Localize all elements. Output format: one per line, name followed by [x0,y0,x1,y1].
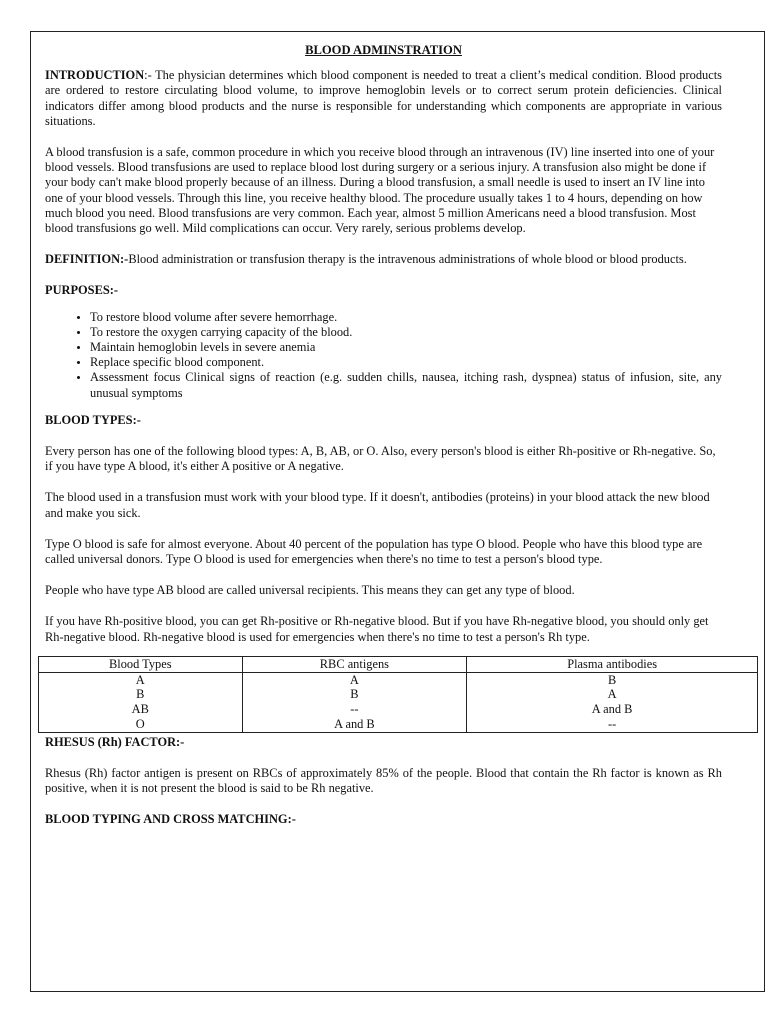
table-cell: A [467,687,758,702]
definition-paragraph [45,252,722,267]
blood-types-heading: BLOOD TYPES:- [45,412,141,427]
definition-heading: DEFINITION:- [45,252,129,267]
table-cell: B [467,672,758,687]
table-header-cell: Blood Types [39,656,243,672]
blood-types-paragraph: The blood used in a transfusion must work with your blood type. If it doesn't, antibodies (proteins) in your blood attack the new blood and make you sick. [45,490,710,520]
table-cell: A [39,672,243,687]
table-cell: A [242,672,467,687]
list-item: • Replace specific blood component. [90,355,722,370]
table-header-cell: RBC antigens [242,656,467,672]
table-cell: A and B [242,717,467,732]
table-cell: -- [467,717,758,732]
table-cell: AB [39,702,243,717]
transfusion-paragraph: A blood transfusion is a safe, common procedure in which you receive blood through an intravenous (IV) line inserted into one of your blood vessels. Blood transfusions are used to replace blood lost during surgery or a serious injury. A transfusion also might be done if your body can't make blood properly because of an illness. During a blood transfusion, a small needle is used to insert an IV line into one of your blood vessels. Through this line, you receive healthy blood. The procedure usually takes 1 to 4 hours, depending on how much blood you need. Blood transfusions are very common. Each year, almost 5 million Americans need a blood transfusion. Most blood transfusions go well. Mild complications can occur. Very rarely, serious problems develop. [45,145,715,236]
purposes-list [45,310,722,401]
blood-types-paragraph: People who have type AB blood are called universal recipients. This means they can get any type of blood. [45,583,575,598]
table-cell: B [39,687,243,702]
table-header-cell: Plasma antibodies [467,656,758,672]
table-cell: -- [242,702,467,717]
blood-types-paragraph: Every person has one of the following blood types: A, B, AB, or O. Also, every person's blood is either Rh-positive or Rh-negative. So, if you have type A blood, it's either A positive or A negative. [45,444,716,474]
list-item: • To restore the oxygen carrying capacity of the blood. [90,325,722,340]
rh-factor-heading: RHESUS (Rh) FACTOR:- [45,734,185,749]
table-row [39,717,758,732]
purposes-heading: PURPOSES:- [45,283,118,298]
document-title: BLOOD ADMINSTRATION [305,43,462,57]
blood-types-paragraph: If you have Rh-positive blood, you can get Rh-positive or Rh-negative blood. But if you have Rh-negative blood, you should only get Rh-negative blood. Rh-negative blood is used for emergencies when there's no time to test a person's Rh type. [45,614,709,644]
blood-types-paragraph: Type O blood is safe for almost everyone. About 40 percent of the population has type O blood. People who have this blood type are called universal donors. Type O blood is used for emergencies when there's no time to test a person's blood type. [45,536,703,567]
table-row [39,672,758,687]
table-row [39,702,758,717]
introduction-paragraph [45,68,722,129]
list-item: • To restore blood volume after severe hemorrhage. [90,310,722,325]
table-cell: A and B [467,702,758,717]
rh-factor-paragraph: Rhesus (Rh) factor antigen is present on RBCs of approximately 85% of the people. Blood that contain the Rh factor is known as Rh positive, when it is not present the blood is said to be Rh negative. [45,766,722,796]
table-header-row [39,656,758,672]
introduction-heading: INTRODUCTION [45,68,145,83]
document-body [45,43,722,828]
definition-text: Blood administration or transfusion therapy is the intravenous administrations of whole blood or blood products. [128,252,687,267]
list-item: • Maintain hemoglobin levels in severe anemia [90,340,722,355]
list-item: • Assessment focus Clinical signs of reaction (e.g. sudden chills, nausea, itching rash, dyspnea) status of infusion, site, any unusual symptoms [90,370,722,400]
introduction-text: :- The physician determines which blood component is needed to treat a client’s medical condition. Blood products are ordered to restore circulating blood volume, to improve hemoglobin levels or to correct serum protein deficiencies. Clinical indicators differ among blood products and the nurse is responsible for understanding which components are appropriate in various situations. [45,68,722,128]
table-cell: O [39,717,243,732]
table-cell: B [242,687,467,702]
table-row [39,687,758,702]
blood-typing-heading: BLOOD TYPING AND CROSS MATCHING:- [45,812,296,827]
blood-types-table [38,656,758,733]
